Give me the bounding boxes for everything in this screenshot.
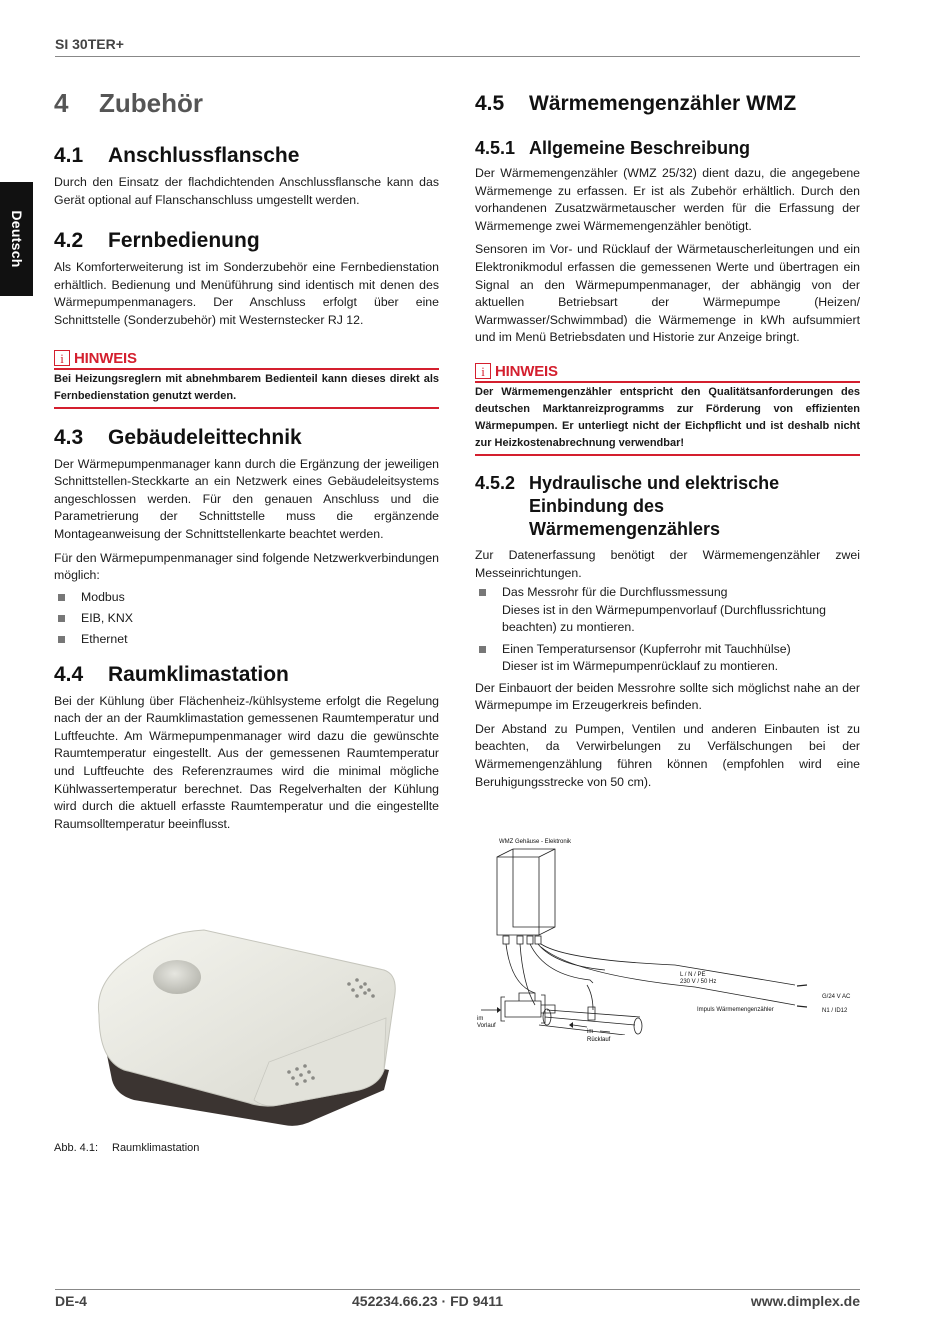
power-label-2: 230 V / 50 Hz bbox=[680, 979, 717, 985]
network-list bbox=[54, 589, 439, 649]
section-number: 4.5 bbox=[475, 92, 505, 115]
bullet-square-icon bbox=[58, 636, 65, 643]
bullet-square-icon bbox=[479, 589, 486, 596]
language-tab-label: Deutsch bbox=[9, 210, 25, 268]
section-4-2-heading bbox=[54, 229, 439, 253]
chapter-title-text: Zubehör bbox=[99, 88, 203, 118]
hinweis-box-4-2 bbox=[54, 350, 439, 409]
impuls-label: Impuls Wärmemengenzähler bbox=[697, 1007, 774, 1013]
measurement-list bbox=[475, 584, 860, 676]
section-title: Allgemeine Beschreibung bbox=[529, 138, 751, 158]
ruecklauf-label-svg bbox=[585, 1035, 645, 1049]
section-number: 4.5.1 bbox=[475, 138, 516, 158]
section-title: Raumklimastation bbox=[108, 662, 289, 686]
bullet-square-icon bbox=[58, 594, 65, 601]
power-label-1: L / N / PE bbox=[680, 972, 706, 978]
section-4-5-1-text-2: Sensoren im Vor- und Rücklauf der Wärmetauscherleitungen und ein Elektronikmodul erfassen die gemessenen Werte und übertragen ein Signal an den Wärmepumpenmanager, der abhängig von der aktuellen Betriebsart der Wärmepumpe (Heizen/ Warmwasser/Schwimmbad) die Wärmemenge in kWh aufsummiert und im Menü Betriebsdaten und Historie zur Anzeige bringt. bbox=[475, 242, 860, 345]
hinweis-header bbox=[475, 363, 860, 383]
chapter-title bbox=[54, 88, 439, 126]
list-item bbox=[54, 631, 439, 649]
section-4-5-2-text-2: Der Einbauort der beiden Messrohre sollte sich möglichst nahe an der Wärmepumpe im Erzeugerkreis befinden. bbox=[475, 680, 860, 713]
info-icon: i bbox=[54, 350, 70, 366]
header-rule bbox=[55, 56, 860, 57]
list-item bbox=[475, 641, 860, 676]
section-4-4-text: Bei der Kühlung über Flächenheiz-/kühlsysteme erfolgt die Regelung nach der an der Raumklimastation gemessenen Raumtemperatur und Luftfeuchte. Am Wärmepumpenmanager wird dazu die gewünschte Raumtemperatur eingestellt. Aus der gemessenen Raumtemperatur und Luftfeuchte des Referenzraumes wird die minimal mögliche Kühlwassertemperatur berechnet. Das Regelverhalten der Kühlung wird durch die aktuell erfasste Raumtemperatur und die eingestellte Raumsolltemperatur beeinflusst. bbox=[54, 693, 439, 831]
section-4-1-heading bbox=[54, 144, 439, 168]
vorlauf-label-1: im bbox=[477, 1016, 484, 1022]
list-item bbox=[54, 589, 439, 607]
figure-caption bbox=[54, 1142, 199, 1154]
ruecklauf-label-1: im bbox=[587, 1029, 594, 1035]
section-number: 4.2 bbox=[54, 229, 84, 253]
section-title: Wärmemengenzähler WMZ bbox=[529, 92, 797, 115]
hinweis-label: HINWEIS bbox=[495, 362, 558, 380]
bullet-square-icon bbox=[479, 646, 486, 653]
section-4-1-text: Durch den Einsatz der flachdichtenden Anschlussflansche kann das Gerät optional auf Flanschanschluss umgestellt werden. bbox=[54, 175, 439, 207]
figure-caption-text: Raumklimastation bbox=[112, 1142, 200, 1154]
figure-label: Abb. 4.1: bbox=[54, 1142, 99, 1154]
g24-label: G/24 V AC bbox=[822, 994, 851, 1000]
footer-rule bbox=[55, 1289, 860, 1290]
language-tab[interactable] bbox=[0, 182, 33, 296]
ruecklauf-label-2: Rücklauf bbox=[587, 1037, 611, 1043]
section-number: 4.5.2 bbox=[475, 472, 516, 493]
hinweis-box-4-5-1 bbox=[475, 363, 860, 456]
section-4-4-heading bbox=[54, 663, 439, 687]
section-title: Fernbedienung bbox=[108, 229, 260, 253]
website-link[interactable]: www.dimplex.de bbox=[750, 1293, 860, 1309]
section-4-5-2-heading bbox=[475, 472, 860, 541]
wmz-installation-diagram bbox=[475, 835, 860, 1035]
section-4-5-1-text-1: Der Wärmemengenzähler (WMZ 25/32) dient dazu, die angegebene Wärmemenge zu erfassen. Er ist als Zubehör erhältlich. Durch den vorhandenen Zusatzwärmetauscher werden für die Erfassung der Wärmemenge zwei Wärmemengenzähler benötigt. bbox=[475, 166, 860, 233]
section-4-3-text-2: Für den Wärmepumpenmanager sind folgende Netzwerkverbindungen möglich: bbox=[54, 550, 439, 583]
hinweis-text: Bei Heizungsreglern mit abnehmbarem Bedienteil kann dieses direkt als Fernbedienstation genutzt werden. bbox=[54, 370, 439, 409]
section-4-5-2-text-3: Der Abstand zu Pumpen, Ventilen und anderen Einbauten ist zu beachten, da Verwirbelungen zu Verfälschungen bei der Wärmemengenzählung führen können (empfohlen wird eine Beruhigungsstrecke von 50 cm). bbox=[475, 721, 860, 789]
section-4-2-text: Als Komforterweiterung ist im Sonderzubehör eine Fernbedienstation erhältlich. Bedienung und Menüführung sind identisch mit denen des Wärmepumpenmanagers. Der Anschluss erfolgt über eine Schnittstelle (Sonderzubehör) mit Westernstecker RJ 12. bbox=[54, 260, 439, 327]
section-title: Hydraulische und elektrische Einbindung des Wärmemengenzählers bbox=[529, 472, 780, 539]
list-item-text: Ethernet bbox=[81, 632, 128, 647]
right-column bbox=[475, 92, 860, 791]
section-4-3-heading bbox=[54, 426, 439, 450]
header-title: SI 30TER+ bbox=[55, 36, 124, 52]
section-title: Anschlussflansche bbox=[108, 144, 300, 167]
chapter-number: 4 bbox=[54, 88, 69, 118]
list-item bbox=[54, 610, 439, 628]
list-item-text: Einen Temperatursensor (Kupferrohr mit Tauchhülse) bbox=[502, 641, 791, 656]
raumklimastation-image bbox=[54, 920, 439, 1130]
hinweis-header bbox=[54, 350, 439, 370]
section-4-5-1-heading bbox=[475, 138, 860, 159]
section-4-5-heading bbox=[475, 92, 860, 116]
page-number: DE-4 bbox=[55, 1293, 87, 1309]
list-item-text: Das Messrohr für die Durchflussmessung bbox=[502, 585, 728, 600]
document-number: 452234.66.23 · FD 9411 bbox=[352, 1293, 504, 1309]
list-item bbox=[475, 584, 860, 637]
section-title: Gebäudeleittechnik bbox=[108, 425, 302, 449]
section-number: 4.4 bbox=[54, 662, 84, 686]
list-item-subtext: Dieses ist in den Wärmepumpenvorlauf (Durchflussrichtung beachten) zu montieren. bbox=[502, 602, 826, 635]
n1-label: N1 / ID12 bbox=[822, 1008, 848, 1014]
hinweis-label: HINWEIS bbox=[74, 349, 137, 367]
hinweis-text: Der Wärmemengenzähler entspricht den Qualitätsanforderungen des deutschen Marktanreizprogramms zur Förderung von effizienten Wärmepumpen. Er unterliegt nicht der Eichpflicht und ist deshalb nicht zur Heizkostenabrechnung verwendbar! bbox=[475, 383, 860, 456]
info-icon: i bbox=[475, 363, 491, 379]
section-number: 4.3 bbox=[54, 425, 84, 449]
left-column bbox=[54, 88, 439, 833]
list-item-text: EIB, KNX bbox=[81, 610, 133, 625]
section-4-3-text-1: Der Wärmepumpenmanager kann durch die Ergänzung der jeweiligen Schnittstellen-Steckkarte an ein Netzwerk eines Gebäudeleitsystems angeschlossen werden. Für den genauen Anschluss und die Parametrierung der Schnittstelle muss die ergänzende Montageanweisung der Schnittstellenkarte beachtet werden. bbox=[54, 456, 439, 541]
vorlauf-label-2: Vorlauf bbox=[477, 1023, 496, 1029]
bullet-square-icon bbox=[58, 615, 65, 622]
list-item-subtext: Dieser ist im Wärmepumpenrücklauf zu montieren. bbox=[502, 659, 779, 674]
list-item-text: Modbus bbox=[81, 589, 125, 604]
section-number: 4.1 bbox=[54, 144, 84, 167]
section-4-5-2-text-1: Zur Datenerfassung benötigt der Wärmemengenzähler zwei Messeinrichtungen. bbox=[475, 547, 860, 580]
housing-label: WMZ Gehäuse - Elektronik bbox=[499, 839, 572, 845]
